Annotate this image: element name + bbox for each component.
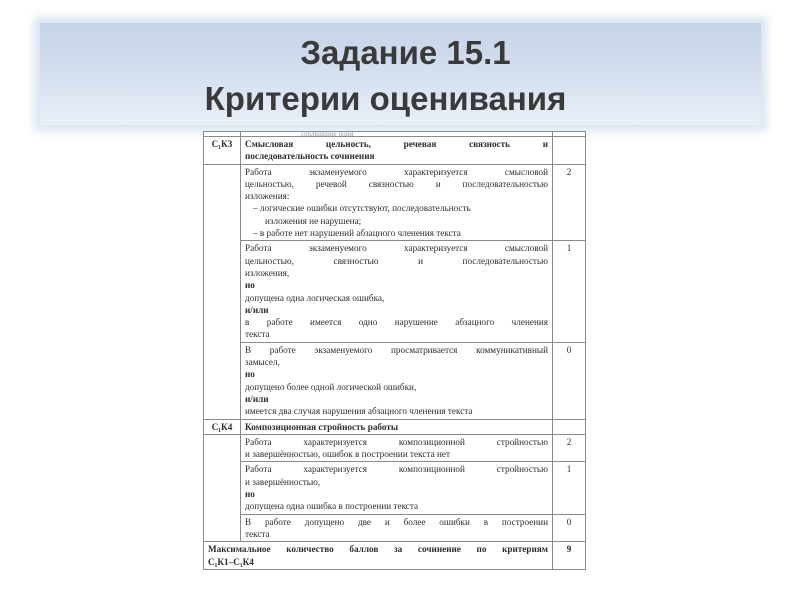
criterion-heading-k3-line1: Смысловая цельность, речевая связность и <box>245 139 548 149</box>
conjunction: но <box>245 369 255 380</box>
table-row-total <box>204 542 586 570</box>
criterion-description <box>241 462 553 514</box>
description-line: текста <box>245 329 270 340</box>
description-line: допущена одна ошибка в построении текста <box>245 501 419 512</box>
criterion-heading-k3 <box>241 137 553 165</box>
description-line: цельностью, речевой связностью и последовательностью <box>245 178 548 189</box>
table-row-k3-score-0 <box>204 342 586 419</box>
table-row-k3-heading <box>204 137 586 165</box>
criterion-code-k3: С₁К3 <box>204 137 241 165</box>
description-line: изложения, <box>245 267 290 278</box>
description-line: допущена одна логическая ошибка, <box>245 292 385 303</box>
description-line: и завершённостью, <box>245 476 321 487</box>
description-line: текста <box>245 528 270 539</box>
description-line: – логические ошибки отсутствуют, последовательность <box>253 203 471 214</box>
table-row-k4-score-1 <box>204 462 586 514</box>
table-row-k4-score-0 <box>204 514 586 542</box>
table-row-k3-score-2 <box>204 164 586 241</box>
description-line: имеется два случая нарушения абзацного членения текста <box>245 406 473 417</box>
score-cell: 2 <box>553 434 586 462</box>
conjunction: но <box>245 280 255 291</box>
criterion-heading-k3-line2: последовательность сочинения <box>245 151 375 162</box>
score-cell: 1 <box>553 241 586 342</box>
description-line: в работе имеется одно нарушение абзацного членения <box>245 317 548 328</box>
criterion-code-k4: С₁К4 <box>204 419 241 434</box>
criterion-description <box>241 514 553 542</box>
description-line: и завершённостью, ошибок в построении текста нет <box>245 449 450 460</box>
conjunction: но <box>245 489 255 500</box>
score-cell: 0 <box>553 514 586 542</box>
description-line: замысел, <box>245 357 280 368</box>
description-line: Работа экзаменуемого характеризуется смысловой <box>245 243 548 254</box>
description-line: изложения не нарушена; <box>265 215 362 226</box>
criterion-description <box>241 434 553 462</box>
title-banner <box>40 23 761 125</box>
criteria-table-scan <box>203 131 586 586</box>
description-line: изложения: <box>245 191 290 202</box>
total-label <box>204 542 553 570</box>
score-cell: 1 <box>553 462 586 514</box>
slide-title: Задание 15.1 <box>300 34 511 71</box>
description-line: В работе экзаменуемого просматривается коммуникативный <box>245 344 548 355</box>
criterion-description <box>241 342 553 419</box>
criterion-heading-k4: Композиционная стройность работы <box>241 419 553 434</box>
description-line: В работе допущено две и более ошибки в построении <box>245 516 548 527</box>
total-label-line1: Максимальное количество баллов за сочинение по критериям <box>208 544 548 555</box>
description-line: допущено более одной логической ошибки, <box>245 381 417 392</box>
total-label-line2: С₁К1–С₁К4 <box>208 556 254 567</box>
score-cell: 2 <box>553 164 586 241</box>
conjunction: и/или <box>245 393 269 404</box>
criterion-description <box>241 164 553 241</box>
total-score: 9 <box>553 542 586 570</box>
criterion-description <box>241 241 553 342</box>
description-line: Работа характеризуется композиционной стройностью <box>245 464 548 475</box>
description-line: – в работе нет нарушений абзацного членения текста <box>253 228 461 239</box>
score-cell: 0 <box>553 342 586 419</box>
description-line: цельностью, связностью и последовательностью <box>245 255 548 266</box>
description-line: Работа экзаменуемого характеризуется смысловой <box>245 166 548 177</box>
criteria-table <box>203 131 586 570</box>
description-line: Работа характеризуется композиционной стройностью <box>245 436 548 447</box>
table-row-k4-heading <box>204 419 586 434</box>
conjunction: и/или <box>245 304 269 315</box>
top-fragment-text: соблюдение норм <box>301 132 354 136</box>
table-row-k3-score-1 <box>204 241 586 342</box>
table-row-k4-score-2 <box>204 434 586 462</box>
slide-subtitle: Критерии оценивания <box>204 80 567 117</box>
